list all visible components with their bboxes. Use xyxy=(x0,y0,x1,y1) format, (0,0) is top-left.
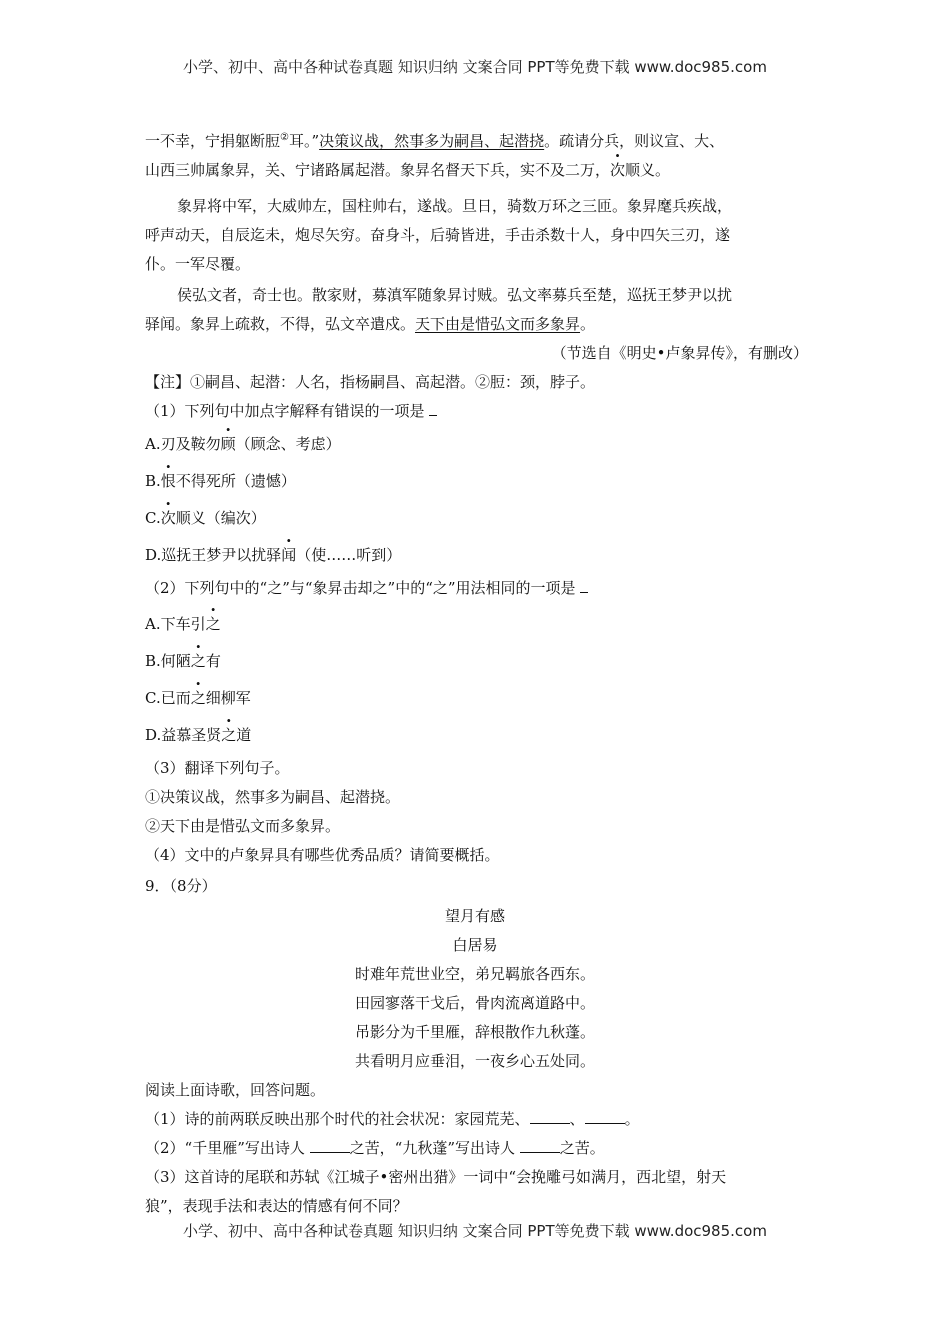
answer-blank[interactable] xyxy=(530,1109,570,1124)
poem-line-2: 田园寥落干戈后，骨肉流离道路中。 xyxy=(354,994,595,1012)
q9-number: 9．（8分） xyxy=(145,877,217,895)
q2-stem xyxy=(145,578,815,598)
q9-instruction: 阅读上面诗歌，回答问题。 xyxy=(145,1081,326,1099)
footnote: 【注】①嗣昌、起潜：人名，指杨嗣昌、高起潜。②脰：颈，脖子。 xyxy=(145,373,596,391)
q4-stem: （4）文中的卢象昇具有哪些优秀品质？请简要概括。 xyxy=(145,846,500,864)
passage-line-7 xyxy=(145,314,815,334)
note-marker: ② xyxy=(280,132,289,143)
answer-blank[interactable] xyxy=(520,1138,560,1153)
q1-option-b xyxy=(145,471,815,491)
passage-text: 。 xyxy=(580,315,596,333)
source-citation: （节选自《明史•卢象昇传》，有删改） xyxy=(551,344,808,362)
page-header: 小学、初中、高中各种试卷真题 知识归纳 文案合同 PPT等免费下载 www.doc985.com xyxy=(183,58,767,76)
passage-text: 耳。” xyxy=(288,132,320,150)
poem-line-3: 吊影分为千里雁，辞根散作九秋蓬。 xyxy=(354,1023,595,1041)
question-text: （2）“千里雁”写出诗人 xyxy=(145,1139,310,1157)
q9-sub1 xyxy=(145,1109,815,1129)
dotted-char: 之 xyxy=(190,652,206,670)
dotted-char: 次 xyxy=(610,161,626,179)
underlined-sentence-2: 天下由是惜弘文而多象昇 xyxy=(415,315,581,333)
option-text: 顺义（编次） xyxy=(175,509,266,527)
question-text: （2）下列句中的“之”与“象昇击却之”中的“之”用法相同的一项是 xyxy=(145,579,581,597)
q3-sentence-1: ①决策议战，然事多为嗣昌、起潜挠。 xyxy=(145,788,401,806)
poem-author: 白居易 xyxy=(452,936,498,954)
passage-text: 。疏请分兵，则议宣、大、 xyxy=(544,132,725,150)
dotted-char: 顾 xyxy=(220,435,236,453)
passage-text: 一不幸，宁捐躯断脰 xyxy=(145,132,281,150)
q9-sub3-line-2: 狼”，表现手法和表达的情感有何不同？ xyxy=(145,1197,408,1215)
q1-option-c xyxy=(145,508,815,528)
passage-line-3: 象昇将中军，大威帅左，国柱帅右，遂战。旦日，骑数万环之三匝。象昇麾兵疾战， xyxy=(177,197,733,215)
page-footer: 小学、初中、高中各种试卷真题 知识归纳 文案合同 PPT等免费下载 www.doc985.com xyxy=(183,1222,767,1240)
passage-text: 驿闻。象昇上疏救，不得，弘文卒遣戍。 xyxy=(145,315,416,333)
option-text: （顾念、考虑） xyxy=(235,435,341,453)
option-text: （使……听到） xyxy=(296,546,402,564)
question-text: （1）下列句中加点字解释有错误的一项是 xyxy=(145,402,430,420)
q2-option-d xyxy=(145,725,815,745)
answer-blank[interactable] xyxy=(310,1138,350,1153)
poem-title: 望月有感 xyxy=(444,907,505,925)
option-text: B. xyxy=(145,472,161,490)
q2-option-b xyxy=(145,651,815,671)
dotted-char: 之 xyxy=(221,726,237,744)
option-text: C. xyxy=(145,509,161,527)
option-text: A.下车引 xyxy=(145,615,206,633)
poem-line-4: 共看明月应垂泪，一夜乡心五处同。 xyxy=(354,1052,595,1070)
q3-sentence-2: ②天下由是惜弘文而多象昇。 xyxy=(145,817,341,835)
passage-line-2 xyxy=(145,160,815,180)
option-text: A.刃及鞍勿 xyxy=(145,435,221,453)
passage-line-6: 侯弘文者，奇士也。散家财，募滇军随象昇讨贼。弘文率募兵至楚，巡抚王梦尹以扰 xyxy=(177,286,733,304)
q1-option-d xyxy=(145,545,815,565)
q3-stem: （3）翻译下列句子。 xyxy=(145,759,290,777)
question-text: 。 xyxy=(624,1110,640,1128)
q2-option-a xyxy=(145,614,815,634)
dotted-char: 之 xyxy=(205,615,221,633)
option-text: D.巡抚王梦尹以扰驿 xyxy=(145,546,282,564)
answer-blank[interactable] xyxy=(580,578,588,593)
q1-stem xyxy=(145,401,815,421)
question-text: 之苦，“九秋蓬”写出诗人 xyxy=(349,1139,520,1157)
passage-line-4: 呼声动天，自辰迄未，炮尽矢穷。奋身斗，后骑皆进，手击杀数十人，身中四矢三刃，遂 xyxy=(145,226,731,244)
option-text: B.何陋 xyxy=(145,652,191,670)
underlined-sentence-1: 决策议战，然事多为嗣昌、起潜挠 xyxy=(319,132,545,150)
answer-blank[interactable] xyxy=(429,401,437,416)
option-text: C.已而 xyxy=(145,689,191,707)
poem-line-1: 时难年荒世业空，弟兄羁旅各西东。 xyxy=(354,965,595,983)
question-text: 之苦。 xyxy=(559,1139,605,1157)
q9-sub2 xyxy=(145,1138,815,1158)
q1-option-a xyxy=(145,434,815,454)
passage-line-1 xyxy=(145,128,815,151)
q2-option-c xyxy=(145,688,815,708)
passage-text: 山西三帅属象昇，关、宁诸路属起潜。象昇名督天下兵，实不及二万， xyxy=(145,161,611,179)
passage-line-5: 仆。一军尽覆。 xyxy=(145,255,251,273)
dotted-char: 次 xyxy=(160,509,176,527)
dotted-char: 恨 xyxy=(160,472,176,490)
option-text: 有 xyxy=(205,652,221,670)
dotted-char: 之 xyxy=(190,689,206,707)
question-text: （1）诗的前两联反映出那个时代的社会状况：家园荒芜、 xyxy=(145,1110,530,1128)
answer-blank[interactable] xyxy=(585,1109,625,1124)
option-text: 不得死所（遗憾） xyxy=(175,472,296,490)
option-text: 细柳军 xyxy=(205,689,251,707)
option-text: D.益慕圣贤 xyxy=(145,726,222,744)
passage-text: 顺义。 xyxy=(625,161,671,179)
question-text: 、 xyxy=(569,1110,585,1128)
q9-sub3-line-1: （3）这首诗的尾联和苏轼《江城子•密州出猎》一词中“会挽雕弓如满月，西北望，射天 xyxy=(145,1168,727,1186)
option-text: 道 xyxy=(236,726,252,744)
dotted-char: 闻 xyxy=(281,546,297,564)
